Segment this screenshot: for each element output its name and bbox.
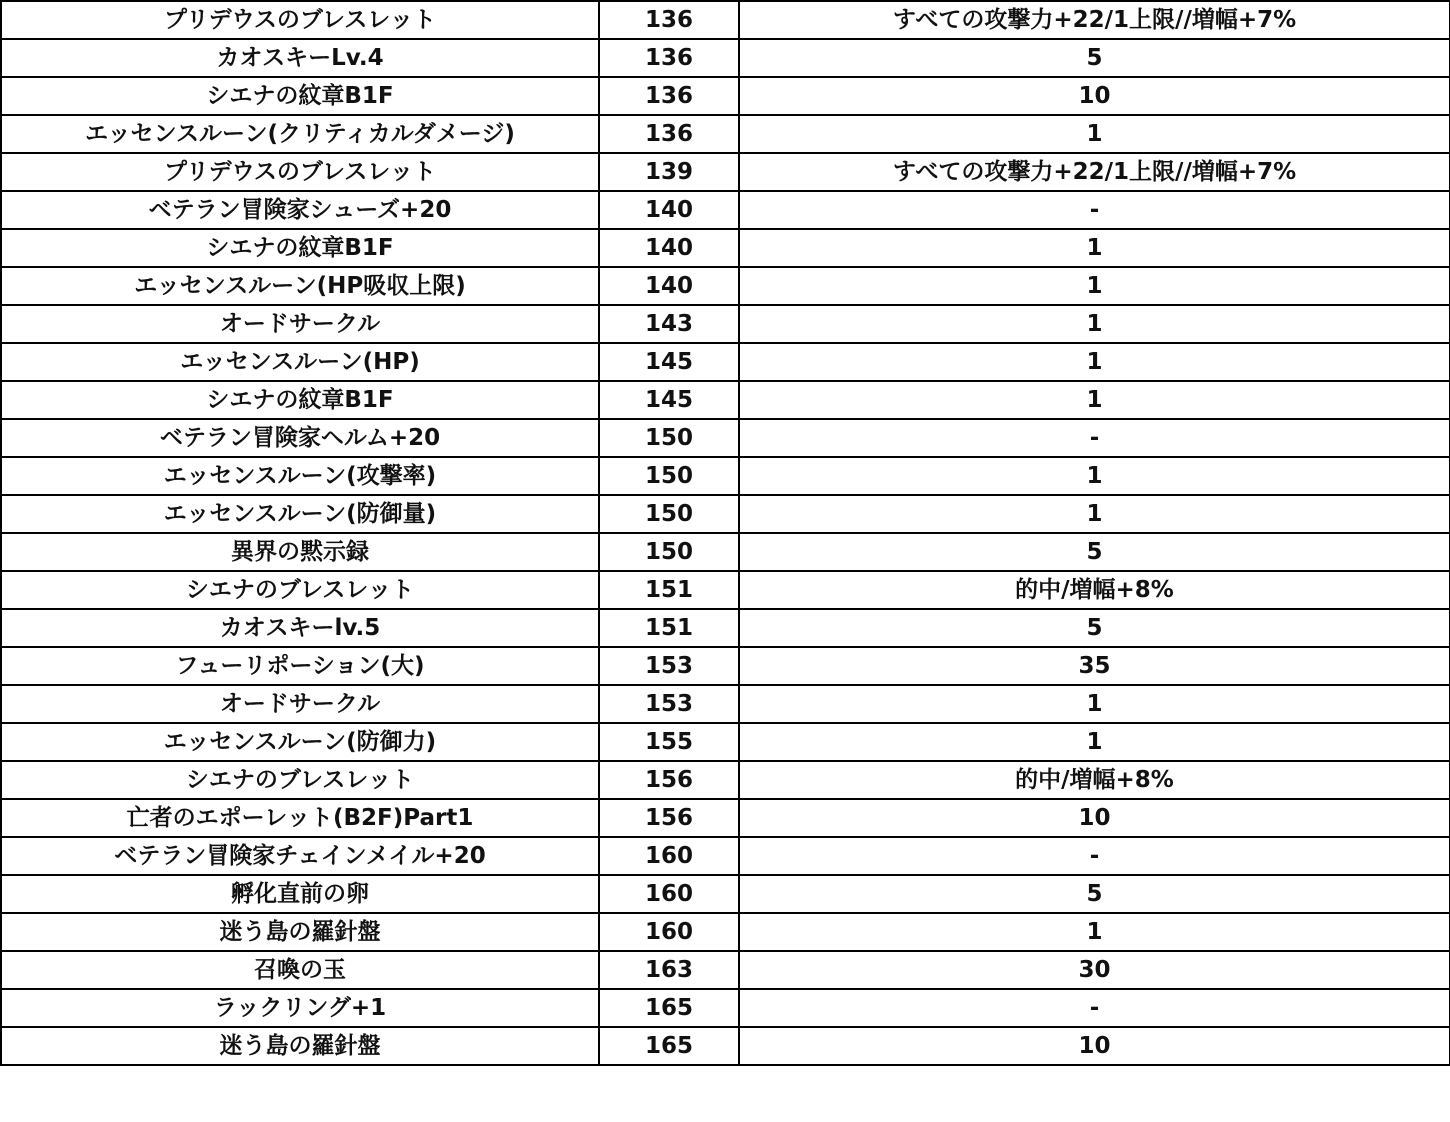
item-name-cell: ベテラン冒険家チェインメイル+20 <box>1 837 599 875</box>
quantity-cell: 1 <box>739 723 1450 761</box>
table-row <box>1 419 1450 457</box>
level-cell: 140 <box>599 267 739 305</box>
level-cell: 150 <box>599 495 739 533</box>
quantity-cell: 5 <box>739 609 1450 647</box>
item-name-cell: シエナのブレスレット <box>1 571 599 609</box>
level-cell: 160 <box>599 875 739 913</box>
level-cell: 165 <box>599 989 739 1027</box>
level-cell: 160 <box>599 837 739 875</box>
table-row <box>1 153 1450 191</box>
level-cell: 136 <box>599 115 739 153</box>
item-name-cell: 異界の黙示録 <box>1 533 599 571</box>
level-cell: 136 <box>599 39 739 77</box>
item-name-cell: エッセンスルーン(HP) <box>1 343 599 381</box>
quantity-cell: 1 <box>739 229 1450 267</box>
table-row <box>1 495 1450 533</box>
table-row <box>1 39 1450 77</box>
quantity-cell: 30 <box>739 951 1450 989</box>
reward-table-body <box>1 1 1450 1065</box>
table-row <box>1 457 1450 495</box>
level-cell: 140 <box>599 229 739 267</box>
quantity-cell: 5 <box>739 533 1450 571</box>
item-name-cell: エッセンスルーン(攻撃率) <box>1 457 599 495</box>
quantity-cell: - <box>739 837 1450 875</box>
item-name-cell: ラックリング+1 <box>1 989 599 1027</box>
item-name-cell: ベテラン冒険家ヘルム+20 <box>1 419 599 457</box>
table-row <box>1 571 1450 609</box>
table-row <box>1 609 1450 647</box>
level-cell: 145 <box>599 343 739 381</box>
item-name-cell: エッセンスルーン(防御量) <box>1 495 599 533</box>
table-row <box>1 913 1450 951</box>
table-row <box>1 533 1450 571</box>
table-row <box>1 229 1450 267</box>
level-cell: 143 <box>599 305 739 343</box>
table-row <box>1 723 1450 761</box>
level-cell: 151 <box>599 609 739 647</box>
table-row <box>1 685 1450 723</box>
quantity-cell: 的中/増幅+8% <box>739 761 1450 799</box>
item-name-cell: 迷う島の羅針盤 <box>1 913 599 951</box>
level-cell: 156 <box>599 761 739 799</box>
item-name-cell: ベテラン冒険家シューズ+20 <box>1 191 599 229</box>
item-name-cell: 孵化直前の卵 <box>1 875 599 913</box>
item-name-cell: プリデウスのブレスレット <box>1 1 599 39</box>
table-row <box>1 191 1450 229</box>
quantity-cell: 5 <box>739 875 1450 913</box>
item-name-cell: オードサークル <box>1 305 599 343</box>
item-name-cell: エッセンスルーン(クリティカルダメージ) <box>1 115 599 153</box>
table-row <box>1 837 1450 875</box>
table-row <box>1 951 1450 989</box>
level-cell: 151 <box>599 571 739 609</box>
quantity-cell: 1 <box>739 457 1450 495</box>
level-cell: 145 <box>599 381 739 419</box>
quantity-cell: 1 <box>739 267 1450 305</box>
level-cell: 153 <box>599 685 739 723</box>
level-cell: 136 <box>599 1 739 39</box>
item-name-cell: 召喚の玉 <box>1 951 599 989</box>
item-name-cell: 亡者のエポーレット(B2F)Part1 <box>1 799 599 837</box>
table-row <box>1 267 1450 305</box>
quantity-cell: 5 <box>739 39 1450 77</box>
quantity-cell: すべての攻撃力+22/1上限//増幅+7% <box>739 1 1450 39</box>
quantity-cell: 1 <box>739 381 1450 419</box>
level-cell: 150 <box>599 419 739 457</box>
quantity-cell: 1 <box>739 343 1450 381</box>
table-row <box>1 1027 1450 1065</box>
item-name-cell: エッセンスルーン(防御力) <box>1 723 599 761</box>
quantity-cell: 10 <box>739 77 1450 115</box>
table-row <box>1 381 1450 419</box>
level-cell: 163 <box>599 951 739 989</box>
quantity-cell: 1 <box>739 913 1450 951</box>
item-name-cell: エッセンスルーン(HP吸収上限) <box>1 267 599 305</box>
level-cell: 139 <box>599 153 739 191</box>
level-cell: 150 <box>599 457 739 495</box>
item-name-cell: 迷う島の羅針盤 <box>1 1027 599 1065</box>
quantity-cell: 1 <box>739 115 1450 153</box>
quantity-cell: 35 <box>739 647 1450 685</box>
table-row <box>1 647 1450 685</box>
level-cell: 160 <box>599 913 739 951</box>
item-name-cell: シエナの紋章B1F <box>1 229 599 267</box>
level-cell: 155 <box>599 723 739 761</box>
level-cell: 140 <box>599 191 739 229</box>
table-row <box>1 1 1450 39</box>
item-name-cell: フューリポーション(大) <box>1 647 599 685</box>
item-name-cell: シエナの紋章B1F <box>1 77 599 115</box>
item-name-cell: シエナの紋章B1F <box>1 381 599 419</box>
quantity-cell: - <box>739 419 1450 457</box>
item-name-cell: カオスキーLv.4 <box>1 39 599 77</box>
quantity-cell: 1 <box>739 685 1450 723</box>
table-row <box>1 989 1450 1027</box>
level-cell: 150 <box>599 533 739 571</box>
quantity-cell: 10 <box>739 1027 1450 1065</box>
quantity-cell: 的中/増幅+8% <box>739 571 1450 609</box>
table-row <box>1 875 1450 913</box>
level-cell: 136 <box>599 77 739 115</box>
table-row <box>1 799 1450 837</box>
quantity-cell: 10 <box>739 799 1450 837</box>
item-name-cell: オードサークル <box>1 685 599 723</box>
quantity-cell: 1 <box>739 305 1450 343</box>
table-row <box>1 77 1450 115</box>
item-name-cell: シエナのブレスレット <box>1 761 599 799</box>
item-name-cell: カオスキーlv.5 <box>1 609 599 647</box>
table-row <box>1 343 1450 381</box>
table-row <box>1 115 1450 153</box>
level-cell: 156 <box>599 799 739 837</box>
table-row <box>1 761 1450 799</box>
quantity-cell: 1 <box>739 495 1450 533</box>
table-row <box>1 305 1450 343</box>
quantity-cell: - <box>739 989 1450 1027</box>
level-cell: 165 <box>599 1027 739 1065</box>
quantity-cell: すべての攻撃力+22/1上限//増幅+7% <box>739 153 1450 191</box>
item-name-cell: プリデウスのブレスレット <box>1 153 599 191</box>
level-cell: 153 <box>599 647 739 685</box>
quantity-cell: - <box>739 191 1450 229</box>
